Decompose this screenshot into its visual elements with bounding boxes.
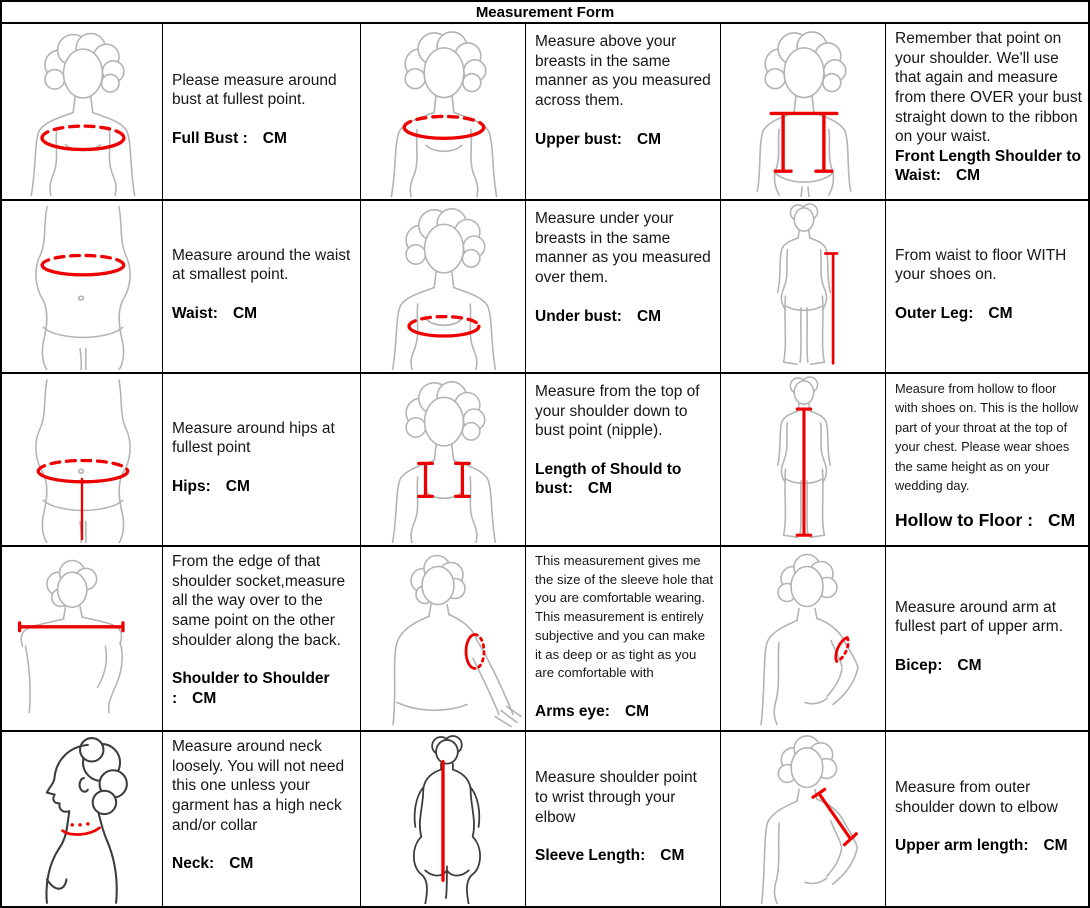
sleeve-length-label: Sleeve Length: CM: [535, 847, 685, 865]
upper-bust-unit: CM: [636, 130, 662, 148]
hollow-to-floor-figure: [720, 372, 885, 545]
shoulder-to-shoulder-description: From the edge of that shoulder socket,measure all the way over to the same point on the other shoulder along the back.: [172, 553, 346, 649]
shoulder-to-bust-cell: [525, 372, 720, 545]
bicep-description: Measure around arm at fullest part of upper arm.: [895, 598, 1063, 636]
hips-description: Measure around hips at fullest point: [172, 419, 335, 457]
upper-arm-length-figure: [720, 730, 885, 906]
shoulder-to-shoulder-label: Shoulder to Shoulder : CM: [172, 670, 330, 707]
arms-eye-cell: [525, 545, 720, 730]
page-title: Measurement Form: [475, 3, 615, 21]
outer-leg-cell: [885, 199, 1088, 372]
waist-unit: CM: [232, 304, 258, 322]
hollow-to-floor-unit: CM: [1048, 509, 1076, 530]
arms-eye-description: This measurement gives me the size of the sleeve hole that you are comfortable wearing. This measurement is entirely subjective and you can make it as deep or as tight as you are comfortable with: [535, 553, 714, 681]
front-length-label: Front Length Shoulder to Waist: CM: [895, 148, 1081, 185]
upper-bust-cell: [525, 22, 720, 199]
arms-eye-figure: [360, 545, 525, 730]
waist-description: Measure around the waist at smallest point.: [172, 246, 351, 284]
outer-leg-description: From waist to floor WITH your shoes on.: [895, 246, 1067, 284]
neck-label: Neck: CM: [172, 855, 254, 873]
bicep-unit: CM: [957, 656, 982, 674]
neck-cell: [162, 730, 360, 906]
under-bust-label: Under bust: CM: [535, 307, 662, 325]
shoulder-to-bust-unit: CM: [587, 480, 612, 498]
upper-bust-label: Upper bust: CM: [535, 130, 662, 148]
hips-figure: [2, 372, 162, 545]
front-length-figure: [720, 22, 885, 199]
hips-label: Hips: CM: [172, 477, 250, 495]
front-length-description: Remember that point on your shoulder. We'll use that again and measure from there OVER your bust straight down to the ribbon on your waist.: [895, 30, 1082, 146]
full-bust-figure: [2, 22, 162, 199]
upper-arm-length-cell: [885, 730, 1088, 906]
shoulder-to-bust-figure: [360, 372, 525, 545]
under-bust-unit: CM: [636, 307, 662, 325]
shoulder-to-shoulder-cell: [162, 545, 360, 730]
shoulder-to-shoulder-figure: [2, 545, 162, 730]
full-bust-label: Full Bust : CM: [172, 129, 287, 147]
sleeve-length-figure: [360, 730, 525, 906]
upper-bust-description: Measure above your breasts in the same manner as you measured across them.: [535, 33, 711, 110]
full-bust-description: Please measure around bust at fullest point.: [172, 71, 337, 109]
outer-leg-unit: CM: [988, 304, 1013, 322]
shoulder-to-shoulder-unit: CM: [192, 689, 217, 707]
hollow-to-floor-label: Hollow to Floor : CM: [895, 509, 1076, 530]
sleeve-length-cell: [525, 730, 720, 906]
full-bust-unit: CM: [262, 129, 287, 147]
waist-label: Waist: CM: [172, 304, 258, 322]
arms-eye-unit: CM: [624, 703, 650, 721]
bicep-cell: [885, 545, 1088, 730]
hollow-to-floor-description: Measure from hollow to floor with shoes on. This is the hollow part of your throat at the top of your chest. Please wear shoes the same height as on your wedding day.: [895, 381, 1079, 494]
under-bust-figure: [360, 199, 525, 372]
hips-cell: [162, 372, 360, 545]
upper-arm-length-label: Upper arm length: CM: [895, 837, 1068, 855]
shoulder-to-bust-description: Measure from the top of your shoulder down to bust point (nipple).: [535, 383, 700, 440]
upper-bust-figure: [360, 22, 525, 199]
waist-figure: [2, 199, 162, 372]
sleeve-length-unit: CM: [660, 847, 685, 865]
neck-description: Measure around neck loosely. You will not need this one unless your garment has a high neck and/or collar: [172, 738, 345, 834]
upper-arm-length-description: Measure from outer shoulder down to elbow: [895, 779, 1058, 816]
arms-eye-label: Arms eye: CM: [535, 703, 650, 721]
bicep-label: Bicep: CM: [895, 656, 982, 674]
neck-unit: CM: [229, 855, 254, 873]
front-length-cell: [885, 22, 1088, 199]
outer-leg-label: Outer Leg: CM: [895, 304, 1013, 322]
shoulder-to-bust-label: Length of Should to bust: CM: [535, 461, 682, 498]
front-length-unit: CM: [955, 167, 981, 185]
outer-leg-figure: [720, 199, 885, 372]
sleeve-length-description: Measure shoulder point to wrist through your elbow: [535, 769, 697, 826]
upper-arm-length-unit: CM: [1043, 837, 1068, 855]
full-bust-cell: [162, 22, 360, 199]
under-bust-cell: [525, 199, 720, 372]
under-bust-description: Measure under your breasts in the same manner as you measured over them.: [535, 210, 711, 287]
bicep-figure: [720, 545, 885, 730]
neck-figure: [2, 730, 162, 906]
hollow-to-floor-cell: [885, 372, 1088, 545]
waist-cell: [162, 199, 360, 372]
hips-unit: CM: [225, 477, 250, 495]
